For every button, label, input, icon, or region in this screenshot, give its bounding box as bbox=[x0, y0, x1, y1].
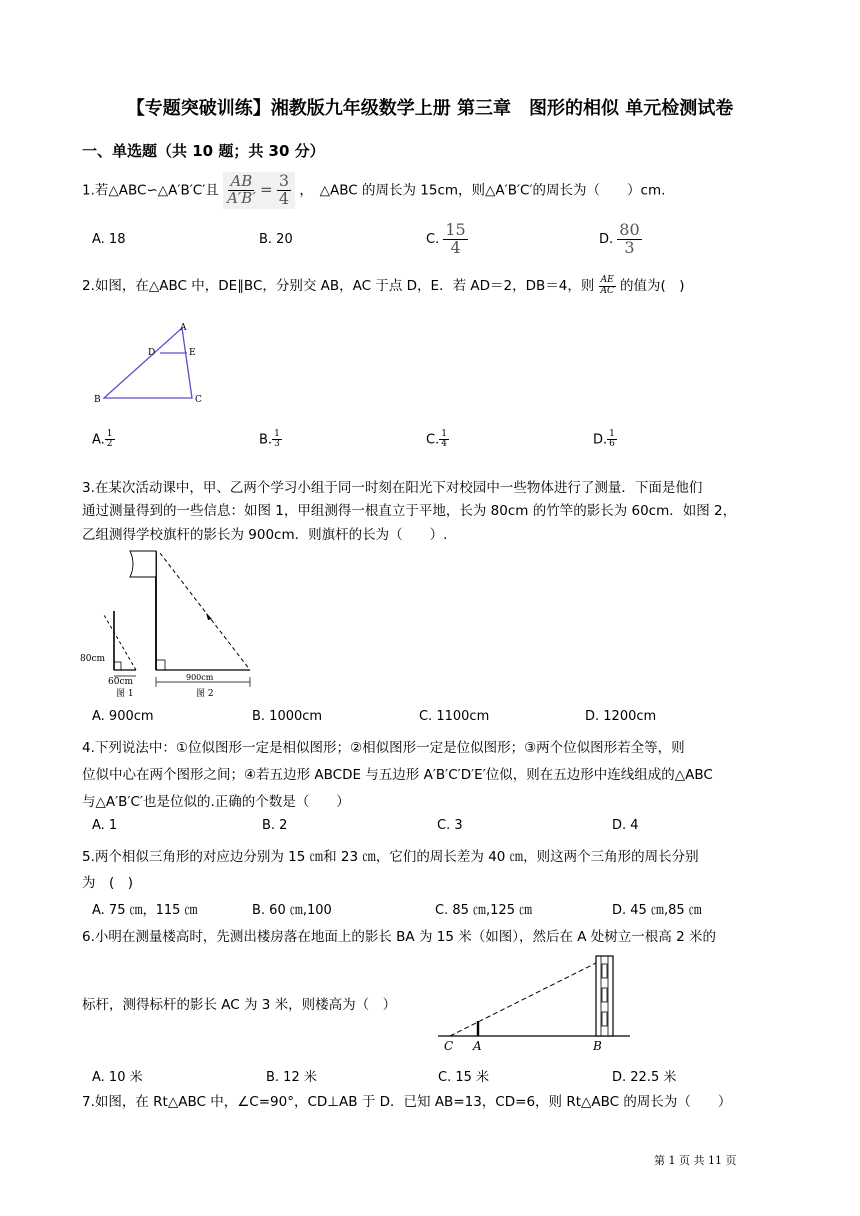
q3-pole-height: 80cm bbox=[80, 654, 106, 664]
q2-label-b: B bbox=[94, 395, 101, 405]
q2-text-pre: 2.如图，在△ABC 中，DE∥BC，分别交 AB，AC 于点 D，E．若 AD＝2，DB＝4，则 bbox=[82, 278, 595, 294]
q3-option-d: D. 1200cm bbox=[585, 709, 657, 724]
q1-option-a: A. 18 bbox=[92, 232, 126, 247]
question-2 bbox=[82, 274, 685, 296]
q6-building-figure bbox=[436, 950, 632, 1054]
q2-label-c: C bbox=[195, 395, 202, 405]
q1-option-d: D. $\frac{80}{3}$ bbox=[599, 220, 640, 257]
q5-option-a: A. 75 ㎝，115 ㎝ bbox=[92, 903, 198, 918]
q3-option-a: A. 900cm bbox=[92, 709, 154, 724]
q3-caption-2: 图 2 bbox=[196, 689, 214, 699]
q6-label-a: A bbox=[473, 1039, 482, 1053]
q6-option-d: D. 22.5 米 bbox=[612, 1070, 677, 1085]
q4-option-d: D. 4 bbox=[612, 818, 639, 833]
q1-frac-num: AB bbox=[230, 172, 253, 191]
q6-option-c: C. 15 米 bbox=[438, 1070, 490, 1085]
q3-line-2: 通过测量得到的一些信息：如图 1，甲组测得一根直立于平地，长为 80cm 的竹竿的影长为 60cm．如图 2， bbox=[82, 503, 737, 519]
q5-option-d: D. 45 ㎝,85 ㎝ bbox=[612, 903, 702, 918]
q5-line-1: 5.两个相似三角形的对应边分别为 15 ㎝和 23 ㎝，它们的周长差为 40 ㎝，则这两个三角形的周长分别 bbox=[82, 849, 699, 865]
q2-triangle-figure bbox=[92, 320, 212, 410]
q2-option-a: A. $\frac{1}{2}$ bbox=[92, 429, 113, 450]
q1-text-post: ， △ABC 的周长为 15cm，则△A′B′C′的周长为（ ）cm. bbox=[299, 182, 666, 199]
question-1 bbox=[82, 172, 665, 209]
q5-option-c: C. 85 ㎝,125 ㎝ bbox=[435, 903, 533, 918]
q2-option-c: C. $\frac{1}{4}$ bbox=[426, 429, 447, 450]
q1-frac-den: A′B′ bbox=[227, 188, 256, 207]
q4-line-3: 与△A′B′C′也是位似的.正确的个数是（ ） bbox=[82, 794, 350, 810]
q4-line-1: 4.下列说法中：①位似图形一定是相似图形；②相似图形一定是位似图形；③两个位似图形若全等，则 bbox=[82, 740, 685, 756]
q3-line-1: 3.在某次活动课中，甲、乙两个学习小组于同一时刻在阳光下对校园中一些物体进行了测量．下面是他们 bbox=[82, 480, 703, 496]
q3-line-3: 乙组测得学校旗杆的影长为 900cm．则旗杆的长为（ ）. bbox=[82, 527, 448, 543]
q6-option-a: A. 10 米 bbox=[92, 1070, 143, 1085]
q4-option-c: C. 3 bbox=[437, 818, 463, 833]
q1-val-num: 3 bbox=[278, 171, 290, 190]
q4-option-b: B. 2 bbox=[262, 818, 288, 833]
page-number-footer: 第 1 页 共 11 页 bbox=[654, 1154, 737, 1167]
q1-equals: = bbox=[260, 180, 273, 199]
q6-option-b: B. 12 米 bbox=[266, 1070, 317, 1085]
q3-shadow-figure bbox=[78, 547, 268, 703]
page-title: 【专题突破训练】湘教版九年级数学上册 第三章 图形的相似 单元检测试卷 bbox=[126, 98, 734, 119]
q2-fraction: $\frac{AE}{AC}$ bbox=[600, 275, 614, 296]
q7-line-1: 7.如图，在 Rt△ABC 中，∠C=90°，CD⊥AB 于 D．已知 AB=13，CD=6，则 Rt△ABC 的周长为（ ） bbox=[82, 1094, 732, 1110]
q2-label-e: E bbox=[189, 348, 196, 358]
q2-option-d: D. $\frac{1}{6}$ bbox=[593, 429, 615, 450]
q1-option-c: C. $\frac{15}{4}$ bbox=[426, 220, 466, 257]
q5-option-b: B. 60 ㎝,100 bbox=[252, 903, 332, 918]
q3-option-c: C. 1100cm bbox=[419, 709, 490, 724]
q6-line-1: 6.小明在测量楼高时，先测出楼房落在地面上的影长 BA 为 15 米（如图），然后在 A 处树立一根高 2 米的 bbox=[82, 929, 716, 945]
q5-line-2: 为 ( ) bbox=[82, 875, 134, 891]
q4-option-a: A. 1 bbox=[92, 818, 118, 833]
q2-text-post: 的值为( ) bbox=[620, 278, 685, 294]
q2-label-d: D bbox=[148, 348, 156, 358]
q3-caption-1: 图 1 bbox=[116, 689, 134, 699]
q3-option-b: B. 1000cm bbox=[252, 709, 323, 724]
q1-text-pre: 1.若△ABC∽△A′B′C′且 bbox=[82, 182, 219, 199]
q1-ratio-formula bbox=[223, 172, 295, 209]
q6-label-c: C bbox=[444, 1039, 454, 1053]
q2-option-b: B. $\frac{1}{3}$ bbox=[259, 429, 280, 450]
q1-val-den: 4 bbox=[278, 188, 290, 208]
q2-label-a: A bbox=[180, 323, 187, 333]
q6-line-2: 标杆，测得标杆的影长 AC 为 3 米，则楼高为（ ） bbox=[82, 997, 397, 1013]
q4-line-2: 位似中心在两个图形之间；④若五边形 ABCDE 与五边形 A′B′C′D′E′位似，则在五边形中连线组成的△ABC bbox=[82, 767, 713, 783]
section-heading: 一、单选题（共 10 题；共 30 分） bbox=[82, 142, 325, 160]
q1-option-b: B. 20 bbox=[259, 232, 293, 247]
q3-shadow-2: 900cm bbox=[186, 673, 214, 682]
q3-shadow-1: 60cm bbox=[108, 677, 134, 687]
q6-label-b: B bbox=[593, 1039, 602, 1053]
